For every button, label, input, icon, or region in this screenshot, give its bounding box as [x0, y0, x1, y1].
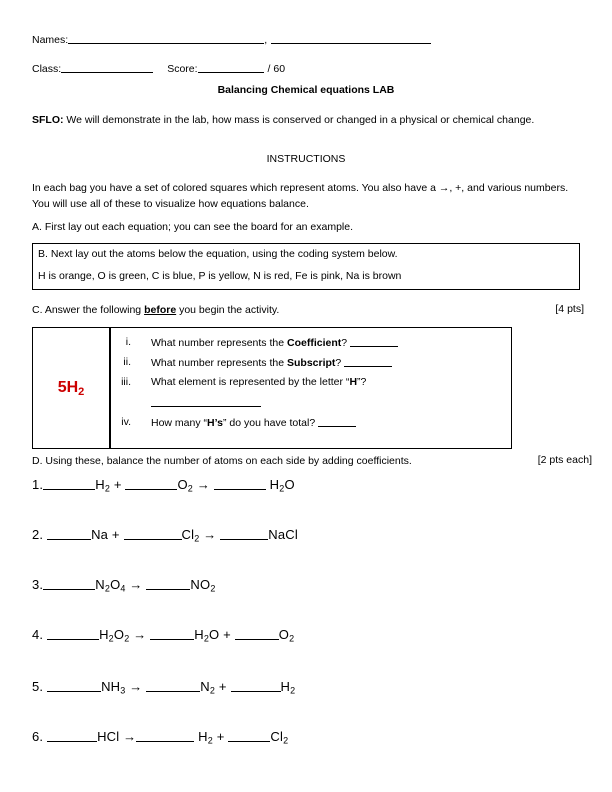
coding-system-box [32, 243, 580, 290]
question-i-after: ? [341, 337, 351, 349]
equation-4-number: 4. [32, 627, 44, 642]
names-blank-1[interactable] [68, 33, 264, 44]
question-number-iii: iii. [121, 376, 131, 388]
equation-6-blank-3[interactable] [228, 729, 270, 742]
equation-4: 4. $H_2O_2 \to H_2O + O_2$ [32, 627, 295, 644]
equation-2-number: 2. [32, 527, 44, 542]
step-b-text: B. Next lay out the atoms below the equation, using the coding system below. [38, 248, 398, 260]
step-c-prefix: C. Answer the following [32, 304, 145, 316]
step-d-text: D. Using these, balance the number of atoms on each side by adding coefficients. [32, 455, 412, 467]
step-c-emphasis: before [144, 304, 177, 316]
question-iii-answer-blank[interactable] [151, 396, 261, 407]
objective-label: SFLO: [32, 114, 64, 126]
names-line [32, 33, 431, 47]
question-i-keyword: Coefficient [286, 337, 342, 349]
question-iv [151, 416, 356, 429]
objective-paragraph [32, 112, 580, 128]
equation-3-blank-1[interactable] [43, 577, 95, 590]
question-iii-answer-line [151, 396, 261, 409]
question-i-text: What number represents the [151, 337, 287, 349]
equation-1: 1. $H_2 + O_2 \to H_2O$ [32, 477, 295, 494]
equation-5-number: 5. [32, 679, 44, 694]
question-iii-keyword: H [349, 376, 358, 388]
color-code-legend: H is orange, O is green, C is blue, P is yellow, N is red, Fe is pink, Na is brown [38, 270, 402, 282]
equation-1-number: 1. [32, 477, 44, 492]
plus-5: + [218, 679, 227, 694]
formula-coefficient: 5 [57, 378, 67, 396]
equation-5-blank-2[interactable] [146, 679, 200, 692]
score-total: / 60 [267, 63, 286, 75]
equation-3-number: 3. [32, 577, 44, 592]
arrow-6: → [123, 729, 137, 744]
question-iv-after: ” do you have total? [222, 417, 319, 429]
equation-5: 5. $NH_3 \to N_2 + H_2$ [32, 679, 296, 696]
step-c-suffix: you begin the activity. [176, 304, 280, 316]
objective-text: We will demonstrate in the lab, how mass is conserved or changed in a physical or chemical change. [63, 114, 535, 126]
plus-2: + [111, 527, 120, 542]
page-title: Balancing Chemical equations LAB [217, 84, 395, 96]
question-ii-keyword: Subscript [286, 357, 336, 369]
arrow-2: → [203, 527, 217, 542]
instructions-intro: In each bag you have a set of colored squares which represent atoms. You also have a →, +, and various numbers. You will use all of these to visualize how equations balance. [32, 182, 569, 210]
formula-5h2 [58, 379, 85, 398]
equation-3: 3. $N_2O_4 \to NO_2$ [32, 577, 216, 594]
class-score-line [32, 62, 285, 76]
equation-6-blank-1[interactable] [47, 729, 97, 742]
question-ii-after: ? [335, 357, 345, 369]
arrow-1: → [196, 477, 211, 492]
question-iii [151, 376, 366, 388]
class-label: Class: [32, 63, 62, 75]
question-i-answer-blank[interactable] [350, 336, 398, 347]
score-blank[interactable] [198, 62, 264, 73]
arrow-5: → [129, 679, 143, 694]
equation-2-blank-1[interactable] [47, 527, 91, 540]
equation-5-blank-3[interactable] [231, 679, 281, 692]
question-i [151, 336, 398, 349]
question-iv-keyword: H’s [207, 417, 223, 429]
step-a-text: A. First lay out each equation; you can see the board for an example. [32, 221, 354, 233]
equation-4-blank-2[interactable] [150, 627, 194, 640]
question-number-ii: ii. [123, 356, 131, 368]
question-iv-text: How many “ [151, 417, 208, 429]
question-iii-after: ”? [357, 376, 367, 388]
equation-1-blank-3[interactable] [214, 477, 266, 490]
equation-2-blank-3[interactable] [220, 527, 268, 540]
question-ii [151, 356, 392, 369]
example-formula-table [32, 327, 512, 449]
step-c-points: [4 pts] [555, 303, 584, 315]
names-separator: , [264, 34, 268, 46]
plus-1: + [113, 477, 122, 492]
equation-2-blank-2[interactable] [124, 527, 182, 540]
equation-4-blank-1[interactable] [47, 627, 99, 640]
question-number-i: i. [125, 336, 131, 348]
question-iv-answer-blank[interactable] [318, 416, 356, 427]
instructions-heading: INSTRUCTIONS [266, 153, 346, 165]
equation-4-blank-3[interactable] [235, 627, 279, 640]
equation-6-number: 6. [32, 729, 44, 744]
equation-1-blank-1[interactable] [43, 477, 95, 490]
equation-1-blank-2[interactable] [125, 477, 177, 490]
formula-subscript: 2 [78, 385, 85, 398]
question-number-iv: iv. [121, 416, 131, 428]
names-label: Names: [32, 34, 69, 46]
equation-5-blank-1[interactable] [47, 679, 101, 692]
arrow-4: → [133, 627, 147, 642]
equation-3-blank-2[interactable] [146, 577, 190, 590]
score-label: Score: [167, 63, 198, 75]
question-iii-text: What element is represented by the letter “ [151, 376, 350, 388]
equation-2: 2. $Na + Cl_2$ → NaCl [32, 527, 298, 544]
arrow-3: → [129, 577, 143, 592]
class-blank[interactable] [61, 62, 153, 73]
plus-4: + [223, 627, 231, 642]
step-c-text [32, 303, 279, 317]
question-ii-text: What number represents the [151, 357, 287, 369]
plus-6: + [216, 729, 225, 744]
equation-6-blank-2[interactable] [136, 729, 194, 742]
equation-6: 6. HCl → $H_2 + Cl_2$ [32, 729, 289, 746]
questions-cell [113, 328, 511, 448]
question-ii-answer-blank[interactable] [344, 356, 392, 367]
formula-element: H [66, 378, 79, 396]
names-blank-2[interactable] [271, 33, 431, 44]
step-d-points: [2 pts each] [537, 454, 592, 466]
formula-cell [33, 328, 109, 448]
